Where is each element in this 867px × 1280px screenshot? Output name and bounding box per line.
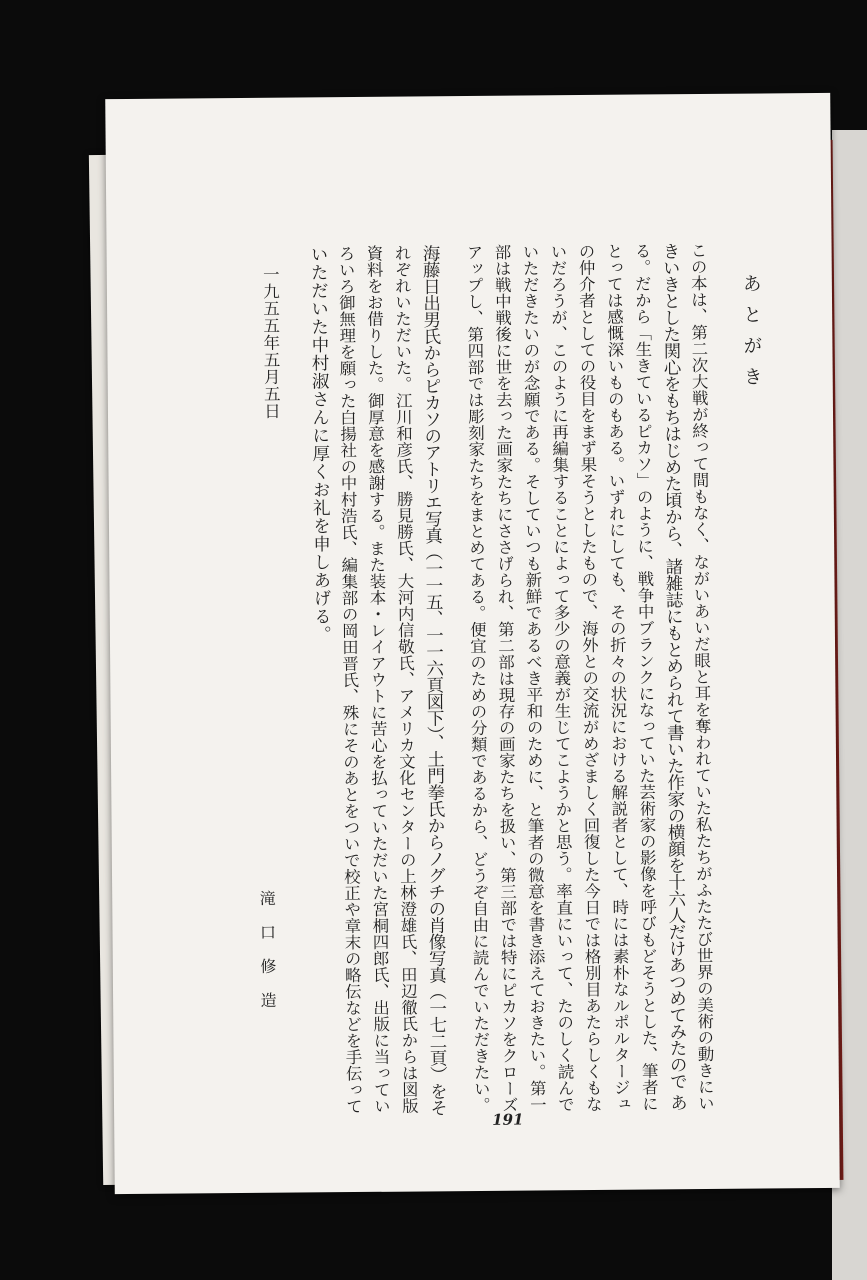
- body-line-3: る。だから「生きているピカソ」のように、戦争中ブランクになっていた芸術家の影像を呼びもどそうとした、筆者に: [631, 242, 659, 1112]
- page-number: 191: [492, 1110, 524, 1129]
- book-page: [105, 93, 840, 1194]
- body-line-4: とっては感慨深いものもある。いずれにしても、その折々の状況における解説者として、時には素朴なルポルタージュ: [603, 242, 631, 1113]
- body-line-7: いただきたいのが念願である。そしていつも新鮮であるべき平和のために、と筆者の微意を書き添えておきたい。第一: [519, 243, 547, 1113]
- body-line-1: この本は、第二次大戦が終って間もなく、ながいあいだ眼と耳を奪われていた私たちがふたたび世界の美術の動きにい: [687, 241, 715, 1112]
- body-line-8: 部は戦中戦後に世を去った画家たちにささげられ、第二部は現存の画家たちを扱い、第三部では特にピカソをクローズ: [491, 243, 519, 1113]
- author-name: 滝口修造: [257, 889, 278, 1026]
- page-content: [105, 93, 840, 1194]
- body-line-13: ろいろ御無理を願った白揚社の中村浩氏、編集部の岡田晋氏、殊にそのあとをついで校正や章末の略伝などを手伝って: [335, 245, 363, 1115]
- date-line: 一九五五年五月五日: [260, 265, 281, 420]
- body-line-5: の仲介者としての役目をまず果そうとしたもので、海外との交流がめざましく回復した今日では格別目あたらしくもな: [575, 242, 603, 1113]
- body-line-11: れぞれいただいた。江川和彦氏、勝見勝氏、大河内信敬氏、アメリカ文化センターの上林澄雄氏、田辺徹氏からは図版: [391, 244, 419, 1114]
- body-line-12: 資料をお借りした。御厚意を感謝する。また装本・レイアウトに苦心を払っていただいた宮桐四郎氏、出版に当ってい: [363, 244, 391, 1115]
- afterword-heading: あとがき: [739, 273, 763, 398]
- body-line-6: いだろうが、このように再編集することによって多少の意義が生じてこようかと思う。率直にいって、たのしく読んで: [547, 243, 575, 1113]
- body-line-14: いただいた中村淑さんに厚くお礼を申しあげる。: [308, 245, 332, 644]
- body-line-9: アップし、第四部では彫刻家たちをまとめてある。便宜のための分類であるから、どうぞ自由に読んでいただきたい。: [463, 243, 491, 1114]
- body-line-10: 海藤日出男氏からピカソのアトリエ写真（一一五、一一六頁図下）、土門拳氏からノグチの肖像写真（一七二頁）をそ: [420, 244, 448, 1116]
- body-line-2: きいきとした関心をもちはじめた頃から、諸雑誌にもとめられて書いた作家の横顔を十六人だけあつめてみたので あ: [660, 242, 688, 1111]
